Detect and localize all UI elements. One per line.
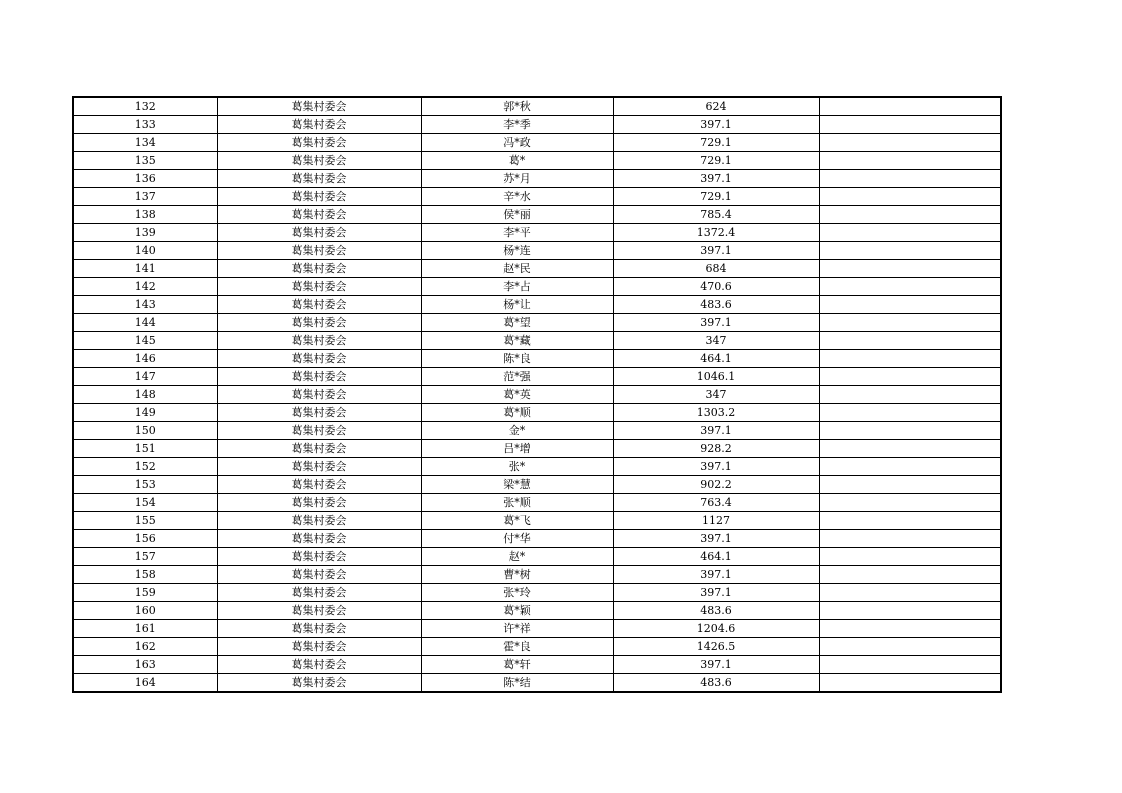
note-cell xyxy=(819,314,1001,332)
unit-cell: 葛集村委会 xyxy=(217,674,421,693)
note-cell xyxy=(819,332,1001,350)
table-row xyxy=(73,116,1001,134)
name-cell: 梁*慧 xyxy=(421,476,613,494)
amount-cell: 464.1 xyxy=(613,350,819,368)
unit-cell: 葛集村委会 xyxy=(217,332,421,350)
row-number-cell: 142 xyxy=(73,278,217,296)
unit-cell: 葛集村委会 xyxy=(217,566,421,584)
amount-cell: 397.1 xyxy=(613,116,819,134)
note-cell xyxy=(819,674,1001,693)
name-cell: 杨*连 xyxy=(421,242,613,260)
unit-cell: 葛集村委会 xyxy=(217,440,421,458)
table-row xyxy=(73,566,1001,584)
table-row xyxy=(73,476,1001,494)
unit-cell: 葛集村委会 xyxy=(217,548,421,566)
amount-cell: 483.6 xyxy=(613,602,819,620)
unit-cell: 葛集村委会 xyxy=(217,278,421,296)
amount-cell: 397.1 xyxy=(613,242,819,260)
table-row xyxy=(73,530,1001,548)
row-number-cell: 147 xyxy=(73,368,217,386)
unit-cell: 葛集村委会 xyxy=(217,296,421,314)
row-number-cell: 151 xyxy=(73,440,217,458)
note-cell xyxy=(819,638,1001,656)
name-cell: 郭*秋 xyxy=(421,97,613,116)
amount-cell: 1046.1 xyxy=(613,368,819,386)
table-row xyxy=(73,242,1001,260)
note-cell xyxy=(819,224,1001,242)
table-row xyxy=(73,188,1001,206)
unit-cell: 葛集村委会 xyxy=(217,512,421,530)
row-number-cell: 162 xyxy=(73,638,217,656)
note-cell xyxy=(819,278,1001,296)
row-number-cell: 143 xyxy=(73,296,217,314)
name-cell: 范*强 xyxy=(421,368,613,386)
row-number-cell: 156 xyxy=(73,530,217,548)
unit-cell: 葛集村委会 xyxy=(217,260,421,278)
unit-cell: 葛集村委会 xyxy=(217,638,421,656)
table-row xyxy=(73,638,1001,656)
name-cell: 张* xyxy=(421,458,613,476)
note-cell xyxy=(819,152,1001,170)
note-cell xyxy=(819,530,1001,548)
name-cell: 霍*良 xyxy=(421,638,613,656)
name-cell: 李*平 xyxy=(421,224,613,242)
unit-cell: 葛集村委会 xyxy=(217,620,421,638)
row-number-cell: 134 xyxy=(73,134,217,152)
row-number-cell: 145 xyxy=(73,332,217,350)
note-cell xyxy=(819,134,1001,152)
name-cell: 葛*望 xyxy=(421,314,613,332)
row-number-cell: 154 xyxy=(73,494,217,512)
table-row xyxy=(73,332,1001,350)
name-cell: 辛*水 xyxy=(421,188,613,206)
name-cell: 葛*飞 xyxy=(421,512,613,530)
note-cell xyxy=(819,566,1001,584)
table-row xyxy=(73,656,1001,674)
row-number-cell: 136 xyxy=(73,170,217,188)
unit-cell: 葛集村委会 xyxy=(217,368,421,386)
amount-cell: 464.1 xyxy=(613,548,819,566)
table-row xyxy=(73,260,1001,278)
table-row xyxy=(73,602,1001,620)
note-cell xyxy=(819,116,1001,134)
note-cell xyxy=(819,422,1001,440)
row-number-cell: 138 xyxy=(73,206,217,224)
unit-cell: 葛集村委会 xyxy=(217,116,421,134)
row-number-cell: 157 xyxy=(73,548,217,566)
table-row xyxy=(73,224,1001,242)
table-row xyxy=(73,494,1001,512)
note-cell xyxy=(819,440,1001,458)
amount-cell: 684 xyxy=(613,260,819,278)
unit-cell: 葛集村委会 xyxy=(217,134,421,152)
name-cell: 付*华 xyxy=(421,530,613,548)
table-row xyxy=(73,134,1001,152)
data-table xyxy=(72,96,1002,693)
table-row xyxy=(73,422,1001,440)
note-cell xyxy=(819,404,1001,422)
row-number-cell: 135 xyxy=(73,152,217,170)
row-number-cell: 152 xyxy=(73,458,217,476)
amount-cell: 397.1 xyxy=(613,656,819,674)
amount-cell: 483.6 xyxy=(613,296,819,314)
amount-cell: 785.4 xyxy=(613,206,819,224)
unit-cell: 葛集村委会 xyxy=(217,314,421,332)
name-cell: 许*祥 xyxy=(421,620,613,638)
note-cell xyxy=(819,494,1001,512)
unit-cell: 葛集村委会 xyxy=(217,224,421,242)
table-row xyxy=(73,296,1001,314)
row-number-cell: 159 xyxy=(73,584,217,602)
amount-cell: 397.1 xyxy=(613,422,819,440)
name-cell: 苏*月 xyxy=(421,170,613,188)
name-cell: 李*季 xyxy=(421,116,613,134)
unit-cell: 葛集村委会 xyxy=(217,386,421,404)
unit-cell: 葛集村委会 xyxy=(217,188,421,206)
name-cell: 葛*轩 xyxy=(421,656,613,674)
note-cell xyxy=(819,386,1001,404)
unit-cell: 葛集村委会 xyxy=(217,476,421,494)
amount-cell: 729.1 xyxy=(613,152,819,170)
row-number-cell: 163 xyxy=(73,656,217,674)
table-row xyxy=(73,170,1001,188)
name-cell: 金* xyxy=(421,422,613,440)
row-number-cell: 146 xyxy=(73,350,217,368)
name-cell: 杨*让 xyxy=(421,296,613,314)
amount-cell: 347 xyxy=(613,386,819,404)
name-cell: 张*顺 xyxy=(421,494,613,512)
row-number-cell: 139 xyxy=(73,224,217,242)
note-cell xyxy=(819,620,1001,638)
note-cell xyxy=(819,296,1001,314)
row-number-cell: 161 xyxy=(73,620,217,638)
note-cell xyxy=(819,260,1001,278)
row-number-cell: 155 xyxy=(73,512,217,530)
name-cell: 葛*颖 xyxy=(421,602,613,620)
amount-cell: 397.1 xyxy=(613,314,819,332)
table-row xyxy=(73,97,1001,116)
name-cell: 赵* xyxy=(421,548,613,566)
name-cell: 李*占 xyxy=(421,278,613,296)
note-cell xyxy=(819,188,1001,206)
name-cell: 张*玲 xyxy=(421,584,613,602)
unit-cell: 葛集村委会 xyxy=(217,97,421,116)
amount-cell: 397.1 xyxy=(613,458,819,476)
row-number-cell: 148 xyxy=(73,386,217,404)
row-number-cell: 160 xyxy=(73,602,217,620)
unit-cell: 葛集村委会 xyxy=(217,458,421,476)
row-number-cell: 141 xyxy=(73,260,217,278)
unit-cell: 葛集村委会 xyxy=(217,404,421,422)
row-number-cell: 133 xyxy=(73,116,217,134)
amount-cell: 347 xyxy=(613,332,819,350)
note-cell xyxy=(819,512,1001,530)
note-cell xyxy=(819,368,1001,386)
row-number-cell: 153 xyxy=(73,476,217,494)
amount-cell: 397.1 xyxy=(613,530,819,548)
amount-cell: 928.2 xyxy=(613,440,819,458)
note-cell xyxy=(819,458,1001,476)
amount-cell: 483.6 xyxy=(613,674,819,693)
table-row xyxy=(73,368,1001,386)
row-number-cell: 158 xyxy=(73,566,217,584)
row-number-cell: 164 xyxy=(73,674,217,693)
note-cell xyxy=(819,584,1001,602)
unit-cell: 葛集村委会 xyxy=(217,584,421,602)
name-cell: 陈*结 xyxy=(421,674,613,693)
name-cell: 葛*英 xyxy=(421,386,613,404)
amount-cell: 763.4 xyxy=(613,494,819,512)
table-row xyxy=(73,350,1001,368)
note-cell xyxy=(819,656,1001,674)
note-cell xyxy=(819,242,1001,260)
table-row xyxy=(73,152,1001,170)
unit-cell: 葛集村委会 xyxy=(217,530,421,548)
name-cell: 侯*丽 xyxy=(421,206,613,224)
amount-cell: 902.2 xyxy=(613,476,819,494)
amount-cell: 1127 xyxy=(613,512,819,530)
name-cell: 赵*民 xyxy=(421,260,613,278)
amount-cell: 729.1 xyxy=(613,134,819,152)
amount-cell: 624 xyxy=(613,97,819,116)
name-cell: 曹*树 xyxy=(421,566,613,584)
name-cell: 陈*良 xyxy=(421,350,613,368)
table-row xyxy=(73,404,1001,422)
amount-cell: 397.1 xyxy=(613,584,819,602)
table-row xyxy=(73,548,1001,566)
note-cell xyxy=(819,170,1001,188)
unit-cell: 葛集村委会 xyxy=(217,602,421,620)
amount-cell: 1372.4 xyxy=(613,224,819,242)
unit-cell: 葛集村委会 xyxy=(217,494,421,512)
row-number-cell: 140 xyxy=(73,242,217,260)
table-row xyxy=(73,206,1001,224)
amount-cell: 1426.5 xyxy=(613,638,819,656)
row-number-cell: 150 xyxy=(73,422,217,440)
note-cell xyxy=(819,350,1001,368)
note-cell xyxy=(819,548,1001,566)
amount-cell: 397.1 xyxy=(613,170,819,188)
table-row xyxy=(73,584,1001,602)
unit-cell: 葛集村委会 xyxy=(217,242,421,260)
name-cell: 葛*藏 xyxy=(421,332,613,350)
table-row xyxy=(73,386,1001,404)
row-number-cell: 132 xyxy=(73,97,217,116)
table-body xyxy=(73,97,1001,692)
unit-cell: 葛集村委会 xyxy=(217,170,421,188)
table-row xyxy=(73,458,1001,476)
row-number-cell: 144 xyxy=(73,314,217,332)
note-cell xyxy=(819,602,1001,620)
unit-cell: 葛集村委会 xyxy=(217,422,421,440)
table-row xyxy=(73,620,1001,638)
name-cell: 冯*政 xyxy=(421,134,613,152)
amount-cell: 1303.2 xyxy=(613,404,819,422)
note-cell xyxy=(819,476,1001,494)
amount-cell: 470.6 xyxy=(613,278,819,296)
unit-cell: 葛集村委会 xyxy=(217,206,421,224)
table-row xyxy=(73,278,1001,296)
amount-cell: 1204.6 xyxy=(613,620,819,638)
name-cell: 葛* xyxy=(421,152,613,170)
table-row xyxy=(73,440,1001,458)
name-cell: 葛*顺 xyxy=(421,404,613,422)
amount-cell: 397.1 xyxy=(613,566,819,584)
note-cell xyxy=(819,97,1001,116)
unit-cell: 葛集村委会 xyxy=(217,152,421,170)
row-number-cell: 149 xyxy=(73,404,217,422)
row-number-cell: 137 xyxy=(73,188,217,206)
unit-cell: 葛集村委会 xyxy=(217,350,421,368)
table-row xyxy=(73,674,1001,693)
table-row xyxy=(73,314,1001,332)
name-cell: 吕*增 xyxy=(421,440,613,458)
amount-cell: 729.1 xyxy=(613,188,819,206)
note-cell xyxy=(819,206,1001,224)
unit-cell: 葛集村委会 xyxy=(217,656,421,674)
table-row xyxy=(73,512,1001,530)
